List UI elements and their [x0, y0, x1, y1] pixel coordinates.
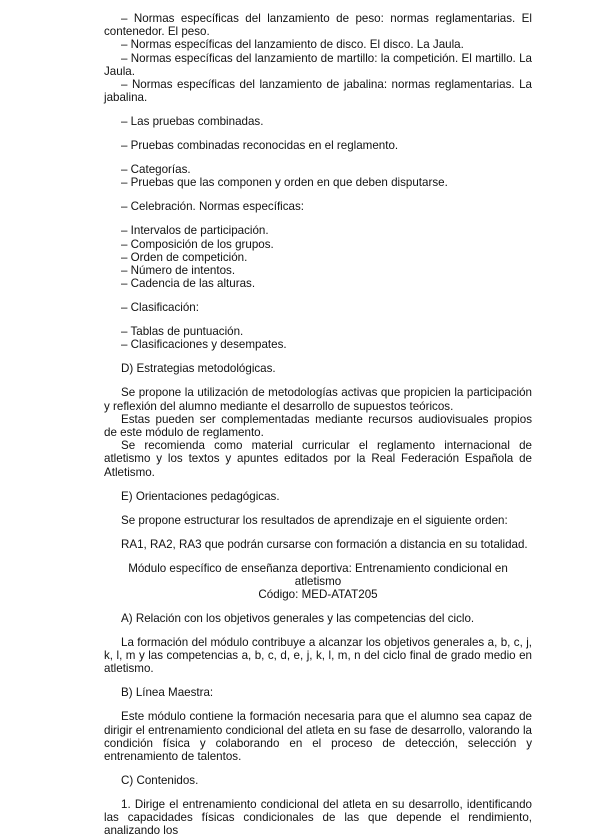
paragraph: Este módulo contiene la formación necesaria para que el alumno sea capaz de dirigir el entrenamiento condicional del atleta en su fase de desarrollo, valorando la condición física y colaborando en el proceso de detección, selección y entrenamiento de talentos.	[104, 710, 532, 764]
spacer	[104, 290, 532, 301]
list-item: – Tablas de puntuación.	[121, 325, 244, 339]
document-page	[104, 12, 532, 838]
module-title: Código: MED-ATAT205	[258, 588, 378, 602]
list-item: – Normas específicas del lanzamiento de jabalina: normas reglamentarias. La jabalina.	[104, 78, 532, 105]
list-item: – Categorías.	[121, 163, 191, 177]
section-heading: D) Estrategias metodológicas.	[121, 362, 276, 376]
paragraph: Se propone estructurar los resultados de aprendizaje en el siguiente orden:	[121, 513, 508, 527]
module-title: Módulo específico de enseñanza deportiva: Entrenamiento condicional en atletismo	[128, 561, 508, 588]
spacer	[104, 152, 532, 163]
spacer	[104, 527, 532, 538]
list-item: – Clasificación:	[121, 301, 199, 315]
section-heading: B) Línea Maestra:	[121, 686, 214, 700]
section-heading: E) Orientaciones pedagógicas.	[121, 489, 280, 503]
list-item: – Pruebas combinadas reconocidas en el reglamento.	[121, 139, 399, 153]
spacer	[104, 104, 532, 115]
paragraph: RA1, RA2, RA3 que podrán cursarse con formación a distancia en su totalidad.	[121, 537, 528, 551]
spacer	[104, 676, 532, 687]
spacer	[104, 128, 532, 139]
list-item: – Pruebas que las componen y orden en que deben disputarse.	[121, 176, 448, 190]
spacer	[104, 763, 532, 774]
list-item: – Cadencia de las alturas.	[121, 277, 256, 291]
list-item: – Normas específicas del lanzamiento de disco. El disco. La Jaula.	[121, 38, 464, 52]
spacer	[104, 190, 532, 201]
spacer	[104, 314, 532, 325]
list-item: – Normas específicas del lanzamiento de martillo: la competición. El martillo. La Jaula.	[104, 51, 532, 78]
spacer	[104, 376, 532, 387]
spacer	[104, 352, 532, 363]
paragraph: 1. Dirige el entrenamiento condicional del atleta en su desarrollo, identificando las capacidades físicas condicionales de las que depende el rendimiento, analizando los	[104, 798, 532, 838]
section-heading: A) Relación con los objetivos generales y las competencias del ciclo.	[121, 612, 475, 626]
paragraph: Se propone la utilización de metodologías activas que propicien la participación y reflexión del alumno mediante el desarrollo de supuestos teóricos.	[104, 386, 532, 413]
spacer	[104, 787, 532, 798]
list-item: – Celebración. Normas específicas:	[121, 200, 305, 214]
paragraph: Se recomienda como material curricular el reglamento internacional de atletismo y los textos y apuntes editados por la Real Federación Española de Atletismo.	[104, 439, 532, 479]
list-item: – Composición de los grupos.	[121, 237, 274, 251]
paragraph: Estas pueden ser complementadas mediante recursos audiovisuales propios de este módulo de reglamento.	[104, 412, 532, 440]
spacer	[104, 700, 532, 711]
spacer	[104, 214, 532, 225]
list-item: – Las pruebas combinadas.	[121, 115, 264, 129]
list-item: – Normas específicas del lanzamiento de peso: normas reglamentarias. El contenedor. El peso.	[104, 12, 532, 39]
spacer	[104, 479, 532, 490]
paragraph: La formación del módulo contribuye a alcanzar los objetivos generales a, b, c, j, k, l, m y las competencias a, b, c, d, e, j, k, l, m, n del ciclo final de grado medio en atletismo.	[104, 636, 532, 676]
list-item: – Orden de competición.	[121, 250, 248, 264]
spacer	[104, 503, 532, 514]
spacer	[104, 625, 532, 636]
spacer	[104, 551, 532, 562]
list-item: – Número de intentos.	[121, 264, 236, 278]
list-item: – Clasificaciones y desempates.	[121, 338, 287, 352]
list-item: – Intervalos de participación.	[121, 224, 269, 238]
spacer	[104, 601, 532, 612]
section-heading: C) Contenidos.	[121, 774, 199, 788]
